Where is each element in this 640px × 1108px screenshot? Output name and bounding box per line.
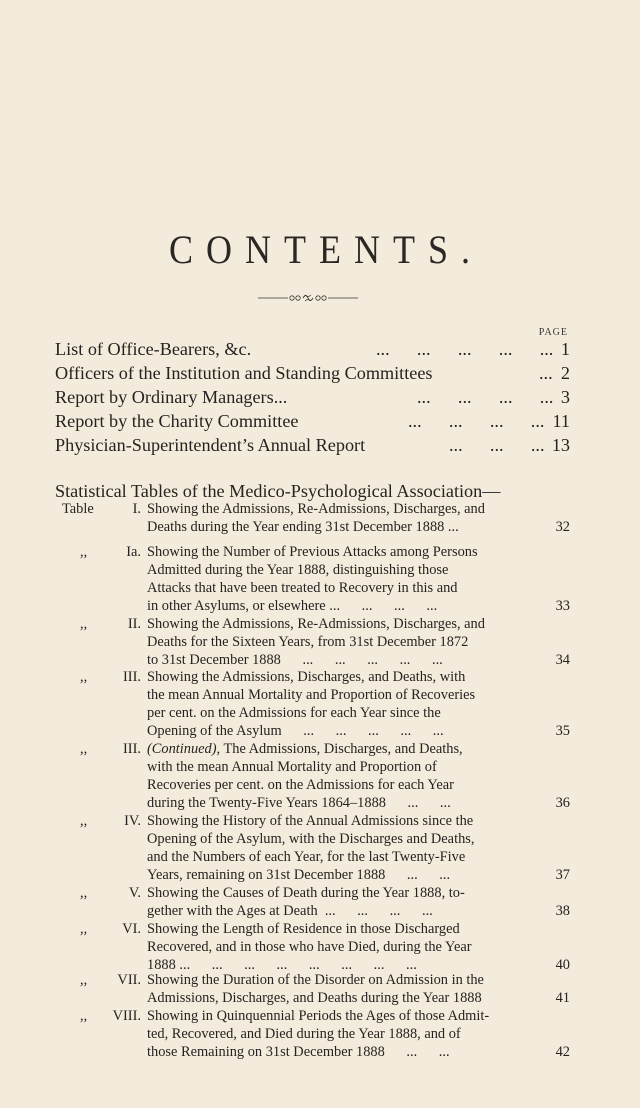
table-entry-line: 1888 ... ... ... ... ... ... ... ... xyxy=(147,957,417,973)
table-entry-line: Showing the Admissions, Re-Admissions, Discharges, and xyxy=(147,616,485,632)
toc-entry xyxy=(55,410,570,432)
toc-entry xyxy=(55,362,570,384)
toc-entry xyxy=(55,386,570,408)
table-entry-line: during the Twenty-Five Years 1864–1888 ... ... xyxy=(147,795,451,811)
table-entry-line: those Remaining on 31st December 1888 ... ... xyxy=(147,1044,450,1060)
table-entry-line: Showing in Quinquennial Periods the Ages of those Admit- xyxy=(147,1008,490,1024)
toc-entry-label: List of Office-Bearers, &c. xyxy=(55,339,252,359)
table-entry-number: II. xyxy=(127,616,141,632)
table-entry-page: 37 xyxy=(555,867,570,883)
toc-entry-page: 2 xyxy=(560,363,570,383)
table-entry-prefix: Table xyxy=(62,501,94,517)
table-entry-prefix: ,, xyxy=(80,544,88,560)
table-entry-line: to 31st December 1888 ... ... ... ... ... xyxy=(147,652,443,668)
table-entry-line: Deaths for the Sixteen Years, from 31st December 1872 xyxy=(147,634,469,650)
toc-leader-dots: ... ... ... ... xyxy=(408,411,545,431)
table-entry-line: Showing the Admissions, Re-Admissions, Discharges, and xyxy=(147,501,485,517)
toc-entry-page: 1 xyxy=(560,339,570,359)
table-entry-page: 34 xyxy=(555,652,570,668)
table-entry-page: 38 xyxy=(555,903,570,919)
toc-entry-label: Report by the Charity Committee xyxy=(55,411,299,431)
table-entry-prefix: ,, xyxy=(80,616,88,632)
table-entry-line: Opening of the Asylum, with the Discharges and Deaths, xyxy=(147,831,475,847)
table-entry-line: and the Numbers of each Year, for the last Twenty-Five xyxy=(147,849,466,865)
page-title: CONTENTS. xyxy=(169,227,483,272)
table-entry-number: Ia. xyxy=(126,544,141,560)
table-entry-line: Showing the Duration of the Disorder on Admission in the xyxy=(147,972,484,988)
table-entry-number: III. xyxy=(123,669,141,685)
table-entry-number: VII. xyxy=(117,972,141,988)
toc-entry-page: 3 xyxy=(560,387,570,407)
table-entry-page: 33 xyxy=(555,598,570,614)
table-entry-line: Showing the History of the Annual Admissions since the xyxy=(147,813,474,829)
table-entry-line: the mean Annual Mortality and Proportion of Recoveries xyxy=(147,687,476,703)
table-entry-number: I. xyxy=(132,501,141,517)
table-entry-page: 35 xyxy=(555,723,570,739)
table-entry-number: VIII. xyxy=(112,1008,141,1024)
toc-leader-dots: ... ... ... ... xyxy=(417,387,554,407)
table-entry-line: Deaths during the Year ending 31st December 1888 ... xyxy=(147,519,459,535)
table-entry-line: with the mean Annual Mortality and Proportion of xyxy=(147,759,437,775)
table-entry-page: 36 xyxy=(555,795,570,811)
table-entry-page: 40 xyxy=(555,957,570,973)
page-column-label: PAGE xyxy=(538,327,568,338)
toc-leader-dots: ... ... ... xyxy=(449,435,545,455)
toc-leader-dots: ... xyxy=(539,363,553,383)
table-entry-prefix: ,, xyxy=(80,972,88,988)
table-entry-line xyxy=(147,740,463,758)
table-entry-line: in other Asylums, or elsewhere ... ... ... ... xyxy=(147,598,438,614)
table-entry-line: Admissions, Discharges, and Deaths during the Year 1888 xyxy=(147,990,482,1006)
table-entry-number: V. xyxy=(128,885,141,901)
section-heading: Statistical Tables of the Medico-Psychological Association— xyxy=(55,481,501,501)
table-entry-number: IV. xyxy=(124,813,141,829)
table-entry-line: Admitted during the Year 1888, distinguishing those xyxy=(147,562,449,578)
table-entry-line: Showing the Admissions, Discharges, and Deaths, with xyxy=(147,669,466,685)
table-entry-line: Opening of the Asylum ... ... ... ... ... xyxy=(147,723,444,739)
table-entry-number: III. xyxy=(123,741,141,757)
table-entry-line: Recoveries per cent. on the Admissions for each Year xyxy=(147,777,454,793)
table-entry-prefix: ,, xyxy=(80,921,88,937)
table-entry-number: VI. xyxy=(122,921,141,937)
table-entry-line: gether with the Ages at Death ... ... ... ... xyxy=(147,903,433,919)
table-entry-line: Attacks that have been treated to Recovery in this and xyxy=(147,580,458,596)
toc-entry-page: 13 xyxy=(551,435,570,455)
table-entry-page: 32 xyxy=(555,519,570,535)
toc-entry-label: Physician-Superintendent’s Annual Report xyxy=(55,435,366,455)
table-entry-prefix: ,, xyxy=(80,1008,88,1024)
toc-leader-dots: ... ... ... ... ... xyxy=(376,339,554,359)
table-entry-line: Recovered, and in those who have Died, during the Year xyxy=(147,939,472,955)
table-entry-line: Showing the Causes of Death during the Year 1888, to- xyxy=(147,885,465,901)
toc-entry xyxy=(55,338,570,360)
toc-entry xyxy=(55,434,570,456)
table-entry-line: ted, Recovered, and Died during the Year 1888, and of xyxy=(147,1026,461,1042)
table-entry-prefix: ,, xyxy=(80,813,88,829)
table-entry-line: Years, remaining on 31st December 1888 ... ... xyxy=(147,867,451,883)
table-entry-line: Showing the Number of Previous Attacks among Persons xyxy=(147,544,478,560)
table-entry-prefix: ,, xyxy=(80,885,88,901)
ornament-divider-icon xyxy=(258,292,358,304)
table-entry-line: Showing the Length of Residence in those Discharged xyxy=(147,921,460,937)
toc-entry-label: Officers of the Institution and Standing Committees xyxy=(55,363,433,383)
table-entry-page: 42 xyxy=(555,1044,570,1060)
table-entry-prefix: ,, xyxy=(80,741,88,757)
italic-lead: (Continued), xyxy=(147,741,221,757)
table-entry-line: per cent. on the Admissions for each Year since the xyxy=(147,705,441,721)
table-entry-prefix: ,, xyxy=(80,669,88,685)
toc-entry-label: Report by Ordinary Managers... xyxy=(55,387,288,407)
toc-entry-page: 11 xyxy=(552,411,570,431)
table-entry-page: 41 xyxy=(555,990,570,1006)
table-entry-line-text: The Admissions, Discharges, and Deaths, xyxy=(220,741,463,757)
